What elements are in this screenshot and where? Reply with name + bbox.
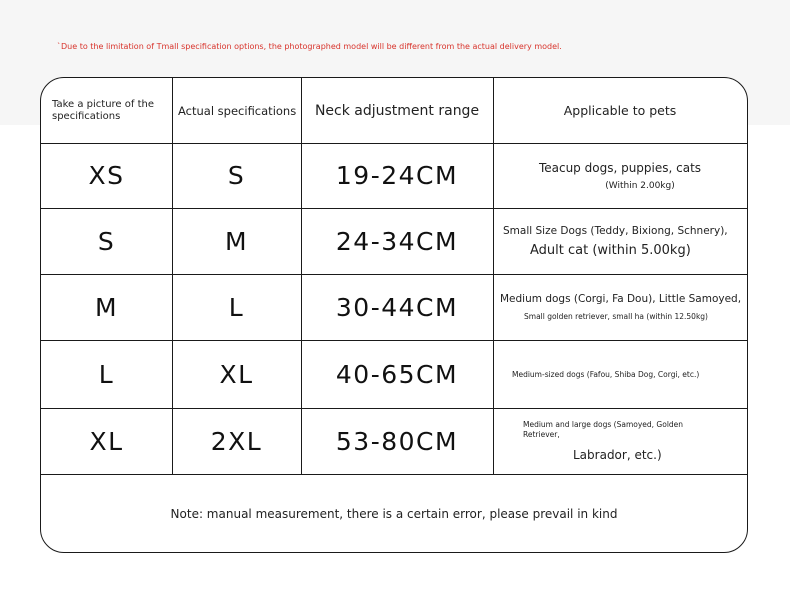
header-neck-range: Neck adjustment range [314, 102, 480, 119]
row3-applicable-pets [493, 274, 747, 340]
row3-picture-spec: M [94, 292, 119, 322]
row3-actual-spec: L [228, 292, 245, 322]
row2-applicable-pets [493, 208, 747, 274]
row1-actual-spec: S [227, 161, 246, 190]
row4-neck-range: 40-65CM [335, 359, 459, 389]
header-picture-spec: Take a picture of the specifications [52, 98, 154, 122]
row1-pets-line2: (Within 2.00kg) [605, 180, 675, 191]
row4-pets-line1: Medium-sized dogs (Fafou, Shiba Dog, Corgi, etc.) [512, 369, 700, 379]
row1-applicable-pets [493, 143, 747, 208]
row2-pets-line2: Adult cat (within 5.00kg) [530, 242, 691, 258]
row1-picture-spec: XS [88, 161, 125, 190]
header-actual-spec: Actual specifications [178, 103, 297, 118]
row5-applicable-pets [493, 408, 747, 474]
row2-neck-range: 24-34CM [335, 226, 459, 256]
disclaimer-text: `Due to the limitation of Tmall specification options, the photographed model will be different from the actual delivery model. [57, 42, 562, 51]
row5-picture-spec: XL [89, 426, 124, 456]
size-chart-table [40, 77, 748, 553]
row5-neck-range: 53-80CM [335, 426, 459, 456]
row3-neck-range: 30-44CM [335, 292, 459, 322]
row5-actual-spec: 2XL [210, 426, 263, 456]
row1-pets-line1: Teacup dogs, puppies, cats [538, 160, 702, 175]
row5-pets-line1: Medium and large dogs (Samoyed, Golden Retriever, [523, 420, 684, 439]
row3-pets-line2: Small golden retriever, small ha (within 12.50kg) [524, 312, 708, 321]
row2-picture-spec: S [97, 226, 116, 256]
measurement-note: Note: manual measurement, there is a certain error, please prevail in kind [170, 506, 618, 521]
row1-neck-range: 19-24CM [335, 161, 459, 190]
row4-applicable-pets [493, 340, 747, 408]
row4-picture-spec: L [98, 359, 115, 389]
header-applicable-pets: Applicable to pets [563, 103, 677, 118]
row2-actual-spec: M [224, 226, 249, 256]
row3-pets-line1: Medium dogs (Corgi, Fa Dou), Little Samoyed, [500, 293, 742, 305]
row4-actual-spec: XL [219, 359, 254, 389]
row2-pets-line1: Small Size Dogs (Teddy, Bixiong, Schnery), [503, 224, 728, 237]
row5-pets-line2: Labrador, etc.) [573, 448, 662, 462]
